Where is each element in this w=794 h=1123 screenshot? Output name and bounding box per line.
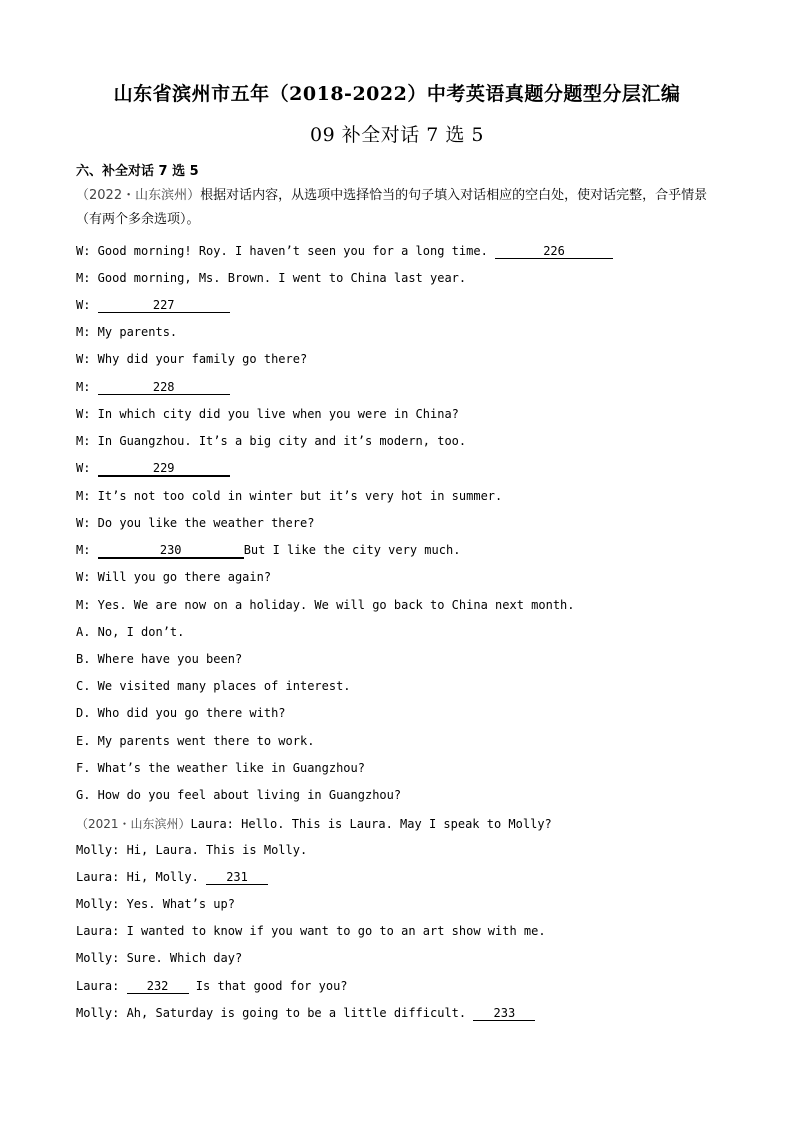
answer-option-d: D. Who did you go there with? bbox=[76, 706, 286, 720]
dialogue-line: Molly: Hi, Laura. This is Molly. bbox=[76, 843, 308, 857]
answer-option-e: E. My parents went there to work. bbox=[76, 734, 315, 748]
dialogue-text: W: bbox=[76, 461, 98, 475]
dialogue-text: W: bbox=[76, 298, 98, 312]
answer-option-g: G. How do you feel about living in Guangzhou? bbox=[76, 788, 402, 802]
dialogue-line bbox=[76, 870, 268, 885]
question-instruction bbox=[76, 184, 722, 232]
dialogue-text: W: Good morning! Roy. I haven’t seen you for a long time. bbox=[76, 244, 496, 258]
answer-blank[interactable]: 226 bbox=[495, 244, 613, 259]
dialogue-text: Is that good for you? bbox=[188, 979, 348, 993]
dialogue-line bbox=[76, 380, 230, 395]
answer-option-a: A. No, I don’t. bbox=[76, 625, 185, 639]
answer-blank[interactable]: 233 bbox=[473, 1006, 535, 1021]
answer-blank[interactable]: 230 bbox=[98, 543, 244, 559]
dialogue-line: Molly: Yes. What’s up? bbox=[76, 897, 235, 911]
section-heading: 六、补全对话 7 选 5 bbox=[76, 164, 199, 179]
dialogue-text: Laura: Hi, Molly. bbox=[76, 870, 207, 884]
dialogue-text: Molly: Ah, Saturday is going to be a little difficult. bbox=[76, 1006, 474, 1020]
document-subtitle: 09 补全对话 7 选 5 bbox=[309, 124, 484, 146]
dialogue-text: Laura: bbox=[76, 979, 127, 993]
dialogue-line: Laura: I wanted to know if you want to go to an art show with me. bbox=[76, 924, 546, 938]
dialogue-line: W: Why did your family go there? bbox=[76, 352, 308, 366]
dialogue-text: Laura: Hello. This is Laura. May I speak to Molly? bbox=[190, 817, 552, 831]
question-source: （2021・山东滨州） bbox=[76, 817, 191, 831]
answer-blank[interactable]: 229 bbox=[98, 461, 230, 477]
answer-option-b: B. Where have you been? bbox=[76, 652, 243, 666]
dialogue-line: Molly: Sure. Which day? bbox=[76, 951, 243, 965]
answer-blank[interactable]: 232 bbox=[127, 979, 189, 994]
dialogue-line bbox=[76, 244, 613, 259]
dialogue-line: M: In Guangzhou. It’s a big city and it’s modern, too. bbox=[76, 434, 467, 448]
instruction-text: 根据对话内容，从选项中选择恰当的句子填入对话相应的空白处，使对话完整，合乎情景（有两个多余选项）。 bbox=[76, 188, 708, 227]
document-title: 山东省滨州市五年（2018-2022）中考英语真题分题型分层汇编 bbox=[113, 83, 681, 105]
dialogue-line bbox=[76, 461, 230, 477]
dialogue-line: M: It’s not too cold in winter but it’s very hot in summer. bbox=[76, 489, 503, 503]
dialogue-line: M: Good morning, Ms. Brown. I went to China last year. bbox=[76, 271, 467, 285]
answer-option-c: C. We visited many places of interest. bbox=[76, 679, 351, 693]
dialogue-line bbox=[76, 979, 348, 994]
dialogue-line: W: Do you like the weather there? bbox=[76, 516, 315, 530]
answer-blank[interactable]: 228 bbox=[98, 380, 230, 395]
dialogue-line: M: My parents. bbox=[76, 325, 178, 339]
dialogue-line bbox=[76, 298, 230, 313]
dialogue-text: M: bbox=[76, 543, 98, 557]
answer-option-f: F. What’s the weather like in Guangzhou? bbox=[76, 761, 365, 775]
question-source: （2022・山东滨州） bbox=[76, 188, 201, 203]
dialogue-text: M: bbox=[76, 380, 98, 394]
dialogue-line bbox=[76, 815, 552, 832]
dialogue-line bbox=[76, 543, 460, 559]
dialogue-line: W: Will you go there again? bbox=[76, 570, 272, 584]
dialogue-line: W: In which city did you live when you were in China? bbox=[76, 407, 459, 421]
dialogue-text: But I like the city very much. bbox=[243, 543, 461, 557]
answer-blank[interactable]: 231 bbox=[206, 870, 268, 885]
dialogue-line bbox=[76, 1006, 535, 1021]
answer-blank[interactable]: 227 bbox=[98, 298, 230, 313]
dialogue-line: M: Yes. We are now on a holiday. We will go back to China next month. bbox=[76, 598, 575, 612]
